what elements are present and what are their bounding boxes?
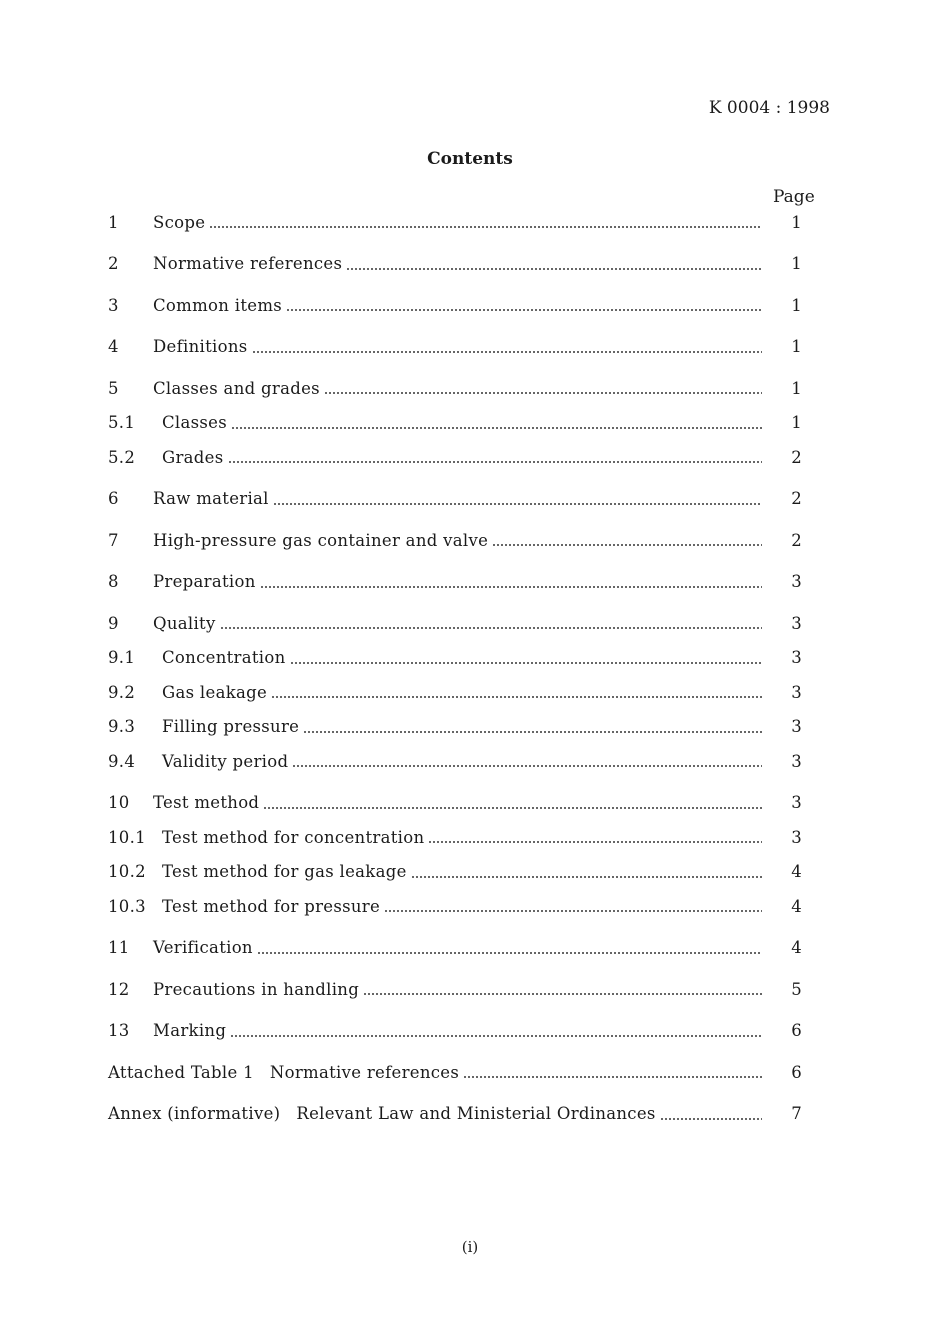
toc-entry-number: 10.1 — [108, 827, 146, 847]
toc-entry-title: Classes and grades — [153, 378, 320, 398]
dot-leader — [346, 268, 762, 270]
toc-entry-page: 5 — [791, 979, 802, 999]
toc-entry-number: 5.2 — [108, 447, 136, 467]
dot-leader — [228, 461, 763, 463]
toc-entry-page: 1 — [791, 413, 802, 433]
toc-entry[interactable] — [108, 1014, 808, 1049]
toc-entry-title: High-pressure gas container and valve — [153, 530, 489, 550]
toc-entry-number: 7 — [108, 530, 119, 550]
toc-entry-page: 1 — [791, 337, 802, 357]
toc-entry-number: 4 — [108, 337, 119, 357]
toc-entry-page: 2 — [791, 447, 802, 467]
toc-entry-number: 6 — [108, 489, 119, 509]
toc-entry[interactable] — [108, 675, 808, 710]
toc-entry-title: Normative references — [269, 1062, 460, 1082]
toc-entry-title: Definitions — [153, 337, 248, 357]
toc-entry-title: Verification — [153, 938, 253, 958]
toc-entry[interactable] — [108, 205, 808, 240]
toc-entry-page: 3 — [791, 648, 802, 668]
dot-leader — [363, 993, 762, 995]
toc-entry[interactable] — [108, 820, 808, 855]
toc-entry-title: Common items — [153, 295, 283, 315]
toc-entry-number: 12 — [108, 979, 130, 999]
toc-entry-title: Test method for pressure — [162, 896, 381, 916]
toc-entry-prefix: Annex (informative) — [108, 1104, 281, 1124]
dot-leader — [271, 696, 762, 698]
toc-entry-page: 3 — [791, 613, 802, 633]
toc-entry-title: Marking — [153, 1021, 227, 1041]
toc-entry-number: 5 — [108, 378, 119, 398]
toc-entry-page: 2 — [791, 489, 802, 509]
toc-entry[interactable] — [108, 855, 808, 890]
dot-leader — [286, 309, 762, 311]
toc-entry[interactable] — [108, 710, 808, 745]
toc-entry-title: Precautions in handling — [153, 979, 360, 999]
dot-leader — [492, 544, 762, 546]
dot-leader — [257, 952, 762, 954]
toc-entry-page: 4 — [791, 938, 802, 958]
toc-entry-page: 4 — [791, 862, 802, 882]
toc-entry[interactable] — [108, 406, 808, 441]
dot-leader — [220, 627, 762, 629]
toc-entry[interactable] — [108, 1055, 808, 1090]
toc-entry-title: Test method — [153, 793, 260, 813]
toc-entry-page: 1 — [791, 295, 802, 315]
toc-entry-page: 3 — [791, 827, 802, 847]
toc-entry-page: 1 — [791, 378, 802, 398]
toc-entry-page: 3 — [791, 572, 802, 592]
toc-entry[interactable] — [108, 330, 808, 365]
page-footer-number: (i) — [461, 1238, 479, 1256]
toc-entry[interactable] — [108, 641, 808, 676]
dot-leader — [292, 765, 762, 767]
toc-entry-number: 9 — [108, 613, 119, 633]
toc-entry-number: 2 — [108, 254, 119, 274]
toc-entry-number: 9.4 — [108, 751, 136, 771]
toc-entry-title: Preparation — [153, 572, 256, 592]
toc-entry-number: 9.1 — [108, 648, 136, 668]
toc-entry-number: 13 — [108, 1021, 130, 1041]
toc-entry-page: 3 — [791, 717, 802, 737]
dot-leader — [263, 807, 762, 809]
toc-entry-number: 3 — [108, 295, 119, 315]
toc-entry-title: Raw material — [153, 489, 269, 509]
toc-entry-page: 3 — [791, 793, 802, 813]
toc-entry-number: 9.2 — [108, 682, 136, 702]
toc-entry-title: Scope — [153, 212, 206, 232]
toc-entry-title: Concentration — [162, 648, 286, 668]
toc-entry-title: Quality — [153, 613, 216, 633]
dot-leader — [428, 841, 762, 843]
dot-leader — [303, 731, 762, 733]
page-title: Contents — [427, 149, 513, 169]
dot-leader — [260, 586, 762, 588]
toc-entry-number: 5.1 — [108, 413, 136, 433]
toc-entry-title: Test method for concentration — [162, 827, 425, 847]
dot-leader — [463, 1076, 762, 1078]
toc-entry[interactable] — [108, 889, 808, 924]
toc-entry-number: 9.3 — [108, 717, 136, 737]
dot-leader — [230, 1035, 762, 1037]
toc-entry[interactable] — [108, 606, 808, 641]
toc-entry[interactable] — [108, 565, 808, 600]
dot-leader — [252, 351, 762, 353]
toc-entry[interactable] — [108, 931, 808, 966]
table-of-contents — [108, 205, 808, 1131]
toc-entry-page: 6 — [791, 1021, 802, 1041]
dot-leader — [209, 226, 762, 228]
toc-entry-title: Filling pressure — [162, 717, 300, 737]
dot-leader — [273, 503, 762, 505]
toc-entry[interactable] — [108, 247, 808, 282]
toc-entry-page: 1 — [791, 254, 802, 274]
toc-entry[interactable] — [108, 371, 808, 406]
toc-entry[interactable] — [108, 482, 808, 517]
dot-leader — [411, 876, 762, 878]
dot-leader — [290, 662, 762, 664]
toc-entry-number: 8 — [108, 572, 119, 592]
toc-entry-number: 10.3 — [108, 896, 146, 916]
toc-entry[interactable] — [108, 972, 808, 1007]
toc-entry[interactable] — [108, 440, 808, 475]
toc-entry-title: Normative references — [153, 254, 343, 274]
toc-entry-page: 4 — [791, 896, 802, 916]
toc-entry-page: 3 — [791, 682, 802, 702]
page-column-heading: Page — [773, 187, 815, 207]
toc-entry[interactable] — [108, 744, 808, 779]
toc-entry-number: 10.2 — [108, 862, 146, 882]
toc-entry-prefix: Attached Table 1 — [108, 1062, 254, 1082]
document-code: K 0004 : 1998 — [708, 98, 830, 118]
toc-entry[interactable] — [108, 786, 808, 821]
toc-entry-page: 3 — [791, 751, 802, 771]
toc-entry-page: 6 — [791, 1062, 802, 1082]
toc-entry[interactable] — [108, 523, 808, 558]
toc-entry-title: Classes — [162, 413, 228, 433]
toc-entry[interactable] — [108, 1097, 808, 1132]
toc-entry[interactable] — [108, 288, 808, 323]
dot-leader — [384, 910, 762, 912]
dot-leader — [660, 1118, 762, 1120]
toc-entry-page: 1 — [791, 212, 802, 232]
toc-entry-number: 10 — [108, 793, 130, 813]
toc-entry-page: 7 — [791, 1104, 802, 1124]
toc-entry-title: Validity period — [162, 751, 289, 771]
dot-leader — [324, 392, 762, 394]
toc-entry-title: Grades — [162, 447, 224, 467]
toc-entry-title: Test method for gas leakage — [162, 862, 407, 882]
dot-leader — [231, 427, 762, 429]
toc-entry-page: 2 — [791, 530, 802, 550]
toc-entry-title: Relevant Law and Ministerial Ordinances — [296, 1104, 656, 1124]
toc-entry-number: 1 — [108, 212, 119, 232]
toc-entry-title: Gas leakage — [162, 682, 268, 702]
toc-entry-number: 11 — [108, 938, 130, 958]
